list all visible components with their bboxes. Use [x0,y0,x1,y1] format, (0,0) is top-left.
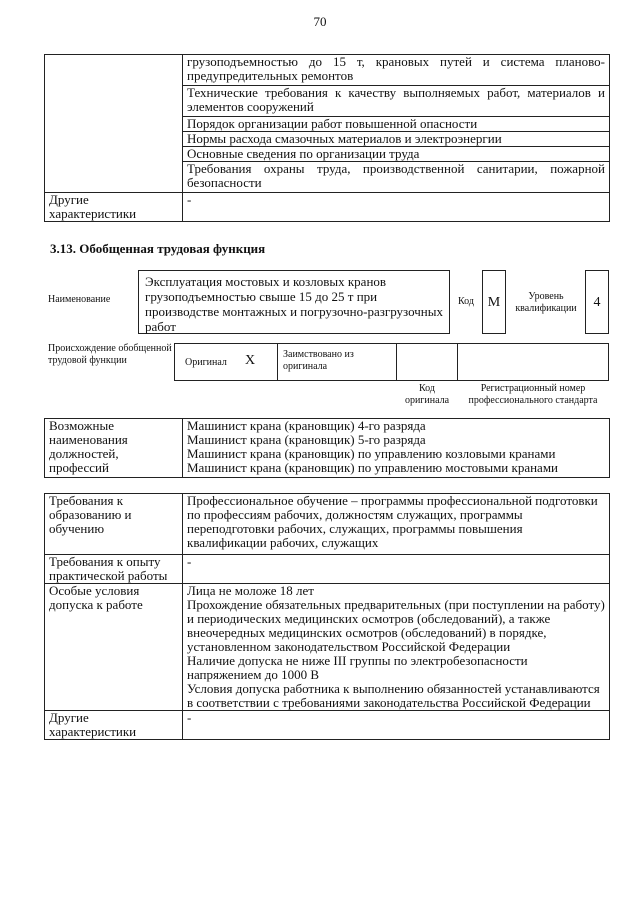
name-value: Эксплуатация мостовых и козловых кранов грузоподъемностью свыше 15 до 25 т при производстве монтажных и погрузочно-разгрузочных работ [138,270,450,334]
table-cell: Нормы расхода смазочных материалов и электроэнергии [183,132,610,147]
list-item: Наличие допуска не ниже III группы по электробезопасности напряжением до 1000 В [187,653,528,682]
table-cell: грузоподъемностью до 15 т, крановых путей и система планово-предупредительных ремонтов [183,55,610,86]
table-row [45,494,610,555]
table-row [45,55,610,86]
table-row [45,555,610,584]
table-row [45,584,610,711]
list-item: Лица не моложе 18 лет [187,583,314,598]
list-item: Прохождение обязательных предварительных (при поступлении на работу) и периодических медицинских осмотров (обследований), а также внеочередных медицинских осмотров (обследований) в порядке, установленном законодательством Российской Федерации [187,597,605,654]
special-label: Особые условия допуска к работе [45,584,183,711]
original-box [174,343,278,381]
level-value: 4 [585,270,609,334]
list-item: Машинист крана (крановщик) по управлению мостовыми кранами [187,460,559,475]
top-table [44,54,610,222]
experience-value: - [183,555,610,584]
origin-label: Происхождение обобщенной трудовой функции [48,343,172,366]
code-original-caption: Код оригинала [404,383,450,406]
original-label: Оригинал [185,357,227,368]
table-cell: Требования охраны труда, производственной санитарии, пожарной безопасности [183,162,610,193]
list-item: Машинист крана (крановщик) 5-го разряда [187,432,426,447]
name-label: Наименование [48,294,111,305]
code-label: Код [458,296,474,307]
table-row [45,193,610,222]
level-label: Уровень квалификации [515,291,577,314]
list-item: Машинист крана (крановщик) по управлению козловыми кранами [187,446,556,461]
list-item: Машинист крана (крановщик) 4-го разряда [187,418,426,433]
positions-label: Возможные наименования должностей, профессий [45,419,183,478]
code-original-box [396,343,458,381]
positions-list [183,419,610,478]
other-label: Другие характеристики [45,711,183,740]
table-cell: Технические требования к качеству выполняемых работ, материалов и элементов сооружений [183,86,610,117]
page-number: 70 [313,14,327,29]
table-label-cell [45,55,183,193]
table-cell: Порядок организации работ повышенной опасности [183,117,610,132]
education-value: Профессиональное обучение – программы профессиональной подготовки по профессиям рабочих, должностям служащих, программы переподготовки рабочих, служащих, программы повышения квалификации рабочих, служащих [183,494,610,555]
table-label-cell: Другие характеристики [45,193,183,222]
positions-table [44,418,610,478]
section-title: 3.13. Обобщенная трудовая функция [50,241,266,256]
table-row [45,711,610,740]
code-value: M [482,270,506,334]
borrowed-box [277,343,397,381]
table-cell: Основные сведения по организации труда [183,147,610,162]
list-item: Условия допуска работника к выполнению обязанностей устанавливаются в соответствии с требованиями законодательства Российской Федерации [187,681,600,710]
requirements-table [44,493,610,740]
reg-number-box [457,343,609,381]
reg-number-caption: Регистрационный номер профессионального стандарта [468,383,598,406]
original-mark: X [245,353,256,368]
education-label: Требования к образованию и обучению [45,494,183,555]
special-list [183,584,610,711]
borrowed-label: Заимствовано из оригинала [283,349,354,372]
other-value: - [183,711,610,740]
experience-label: Требования к опыту практической работы [45,555,183,584]
table-row [45,419,610,478]
table-cell: - [183,193,610,222]
